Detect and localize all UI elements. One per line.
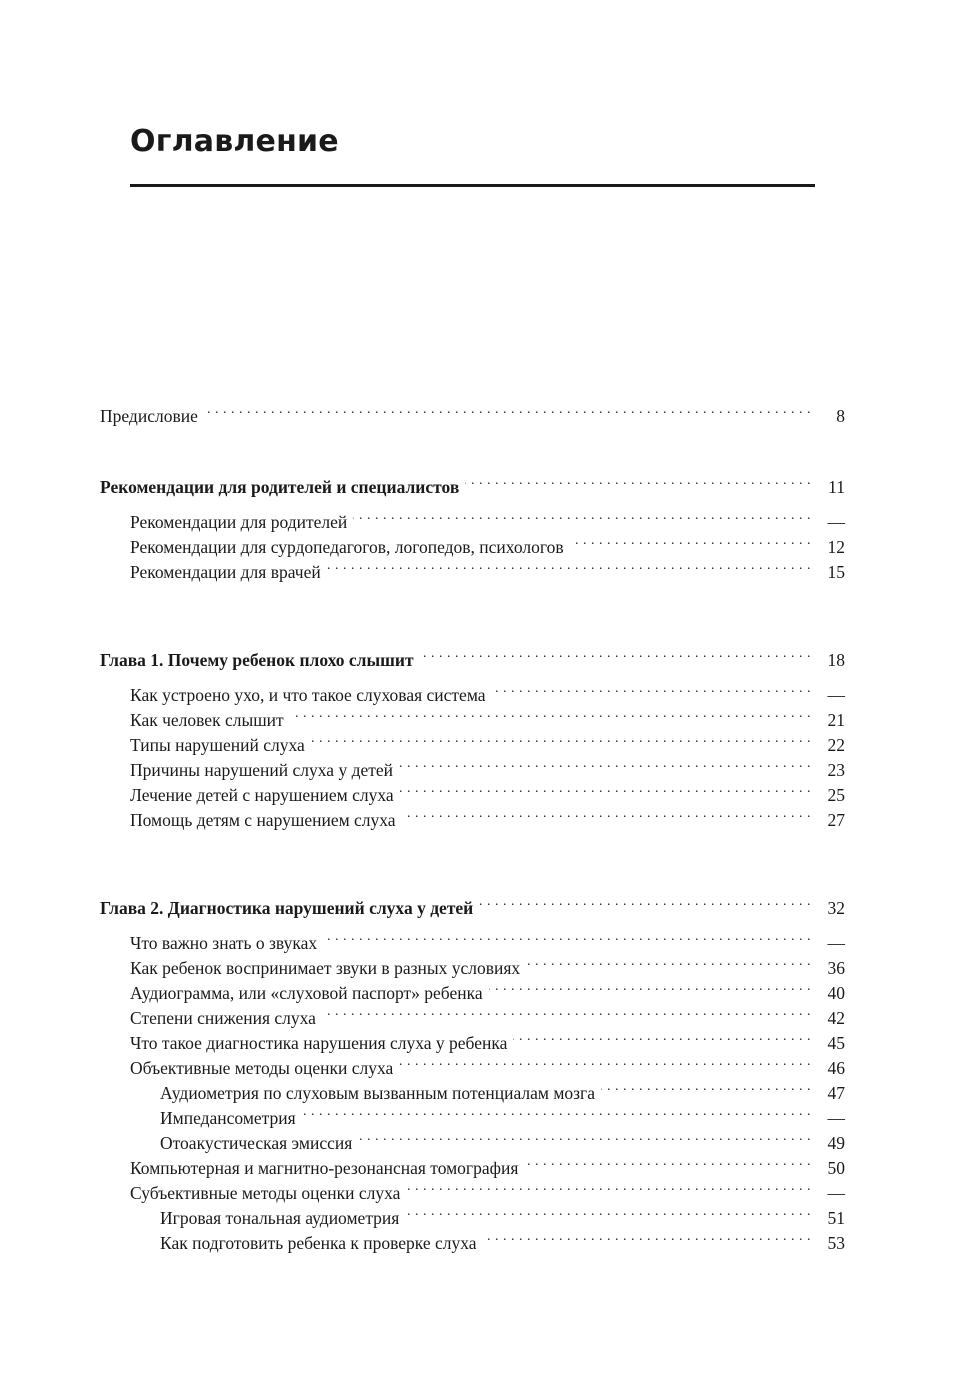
toc-leader-dots: [483, 1224, 811, 1249]
toc-page-number: 36: [827, 958, 845, 978]
toc-entry-title: Как ребенок воспринимает звуки в разных условиях: [130, 958, 521, 978]
toc-leader-dots: [311, 726, 811, 751]
toc-entry-title: Лечение детей с нарушением слуха: [130, 785, 394, 805]
toc-page-number: 8: [836, 406, 845, 426]
toc-leader-dots: [489, 974, 811, 999]
toc-page-number: 42: [827, 1008, 845, 1028]
toc-page-number: 49: [827, 1133, 845, 1153]
toc-leader-dots: [323, 924, 811, 949]
toc-page-number: 45: [827, 1033, 845, 1053]
toc-page-number: 22: [827, 735, 845, 755]
toc-entry-title: Игровая тональная аудиометрия: [160, 1208, 400, 1228]
toc-page-number: 47: [827, 1083, 845, 1103]
toc-leader-dots: [492, 676, 811, 701]
toc-page-number: 46: [827, 1058, 845, 1078]
toc-page-number: 40: [827, 983, 845, 1003]
toc-page-number: —: [827, 685, 845, 705]
toc-page-number: 18: [827, 650, 845, 670]
toc-entry-title: Субъективные методы оценки слуха: [130, 1183, 401, 1203]
toc-leader-dots: [406, 1174, 811, 1199]
toc-entry-preface[interactable]: [100, 397, 845, 426]
toc-entry-title: Рекомендации для врачей: [130, 562, 321, 582]
toc-leader-dots: [479, 889, 811, 914]
toc-leader-dots: [524, 1149, 811, 1174]
toc-entry-title: Аудиограмма, или «слуховой паспорт» ребенка: [130, 983, 483, 1003]
toc-page-number: 50: [827, 1158, 845, 1178]
toc-leader-dots: [399, 1049, 811, 1074]
toc-leader-dots: [302, 1099, 811, 1124]
toc-page-number: 21: [827, 710, 845, 730]
toc-page-number: 27: [827, 810, 845, 830]
toc-leader-dots: [570, 528, 811, 553]
toc-page-number: 15: [827, 562, 845, 582]
toc-entry-title: Рекомендации для родителей и специалистов: [100, 477, 460, 497]
toc-entry-title: Степени снижения слуха: [130, 1008, 316, 1028]
toc-entry-title: Как устроено ухо, и что такое слуховая система: [130, 685, 486, 705]
toc-entry-title: Причины нарушений слуха у детей: [130, 760, 394, 780]
toc-leader-dots: [465, 468, 811, 493]
toc-page-number: 25: [827, 785, 845, 805]
toc-page-number: 23: [827, 760, 845, 780]
toc-leader-dots: [290, 701, 811, 726]
toc-entry-title: Отоакустическая эмиссия: [160, 1133, 353, 1153]
toc-page-number: —: [827, 1108, 845, 1128]
toc-leader-dots: [513, 1024, 811, 1049]
page-title: Оглавление: [130, 124, 339, 159]
table-of-contents: [100, 397, 845, 1253]
toc-page-number: 51: [827, 1208, 845, 1228]
toc-entry-title: Аудиометрия по слуховым вызванным потенциалам мозга: [160, 1083, 596, 1103]
toc-entry-title: Что такое диагностика нарушения слуха у ребенка: [130, 1033, 508, 1053]
toc-chapter-heading-2[interactable]: [100, 889, 845, 918]
toc-entry-title: Глава 2. Диагностика нарушений слуха у детей: [100, 898, 474, 918]
toc-entry-title: Рекомендации для родителей: [130, 512, 348, 532]
toc-entry-title: Импедансометрия: [160, 1108, 296, 1128]
toc-leader-dots: [322, 999, 811, 1024]
toc-page-number: 32: [827, 898, 845, 918]
toc-leader-dots: [204, 397, 811, 422]
toc-section-heading-recommendations[interactable]: [100, 468, 845, 497]
toc-entry-title: Помощь детям с нарушением слуха: [130, 810, 396, 830]
toc-entry-title: Объективные методы оценки слуха: [130, 1058, 394, 1078]
toc-leader-dots: [402, 801, 811, 826]
toc-chapter-heading-1[interactable]: [100, 641, 845, 670]
toc-page-number: —: [827, 512, 845, 532]
toc-leader-dots: [327, 553, 811, 578]
toc-entry-title: Рекомендации для сурдопедагогов, логопедов, психологов: [130, 537, 564, 557]
toc-entry[interactable]: [100, 676, 845, 705]
toc-entry-title: Типы нарушений слуха: [130, 735, 305, 755]
toc-leader-dots: [420, 641, 811, 666]
title-divider: [130, 184, 815, 187]
toc-page-number: —: [827, 1183, 845, 1203]
toc-leader-dots: [405, 1199, 811, 1224]
toc-leader-dots: [353, 503, 811, 528]
toc-leader-dots: [400, 776, 811, 801]
toc-entry-title: Глава 1. Почему ребенок плохо слышит: [100, 650, 414, 670]
toc-page-number: —: [827, 933, 845, 953]
toc-leader-dots: [358, 1124, 811, 1149]
toc-page-number: 12: [827, 537, 845, 557]
toc-entry-title: Как подготовить ребенка к проверке слуха: [160, 1233, 477, 1253]
toc-entry-title: Как человек слышит: [130, 710, 284, 730]
toc-entry[interactable]: [100, 503, 845, 532]
toc-page-number: 11: [828, 477, 845, 497]
toc-entry[interactable]: [100, 924, 845, 953]
toc-leader-dots: [601, 1074, 811, 1099]
toc-entry-title: Что важно знать о звуках: [130, 933, 318, 953]
toc-entry-title: Предисловие: [100, 406, 198, 426]
toc-leader-dots: [399, 751, 811, 776]
toc-page-number: 53: [827, 1233, 845, 1253]
toc-entry-title: Компьютерная и магнитно-резонансная томография: [130, 1158, 519, 1178]
toc-leader-dots: [526, 949, 811, 974]
